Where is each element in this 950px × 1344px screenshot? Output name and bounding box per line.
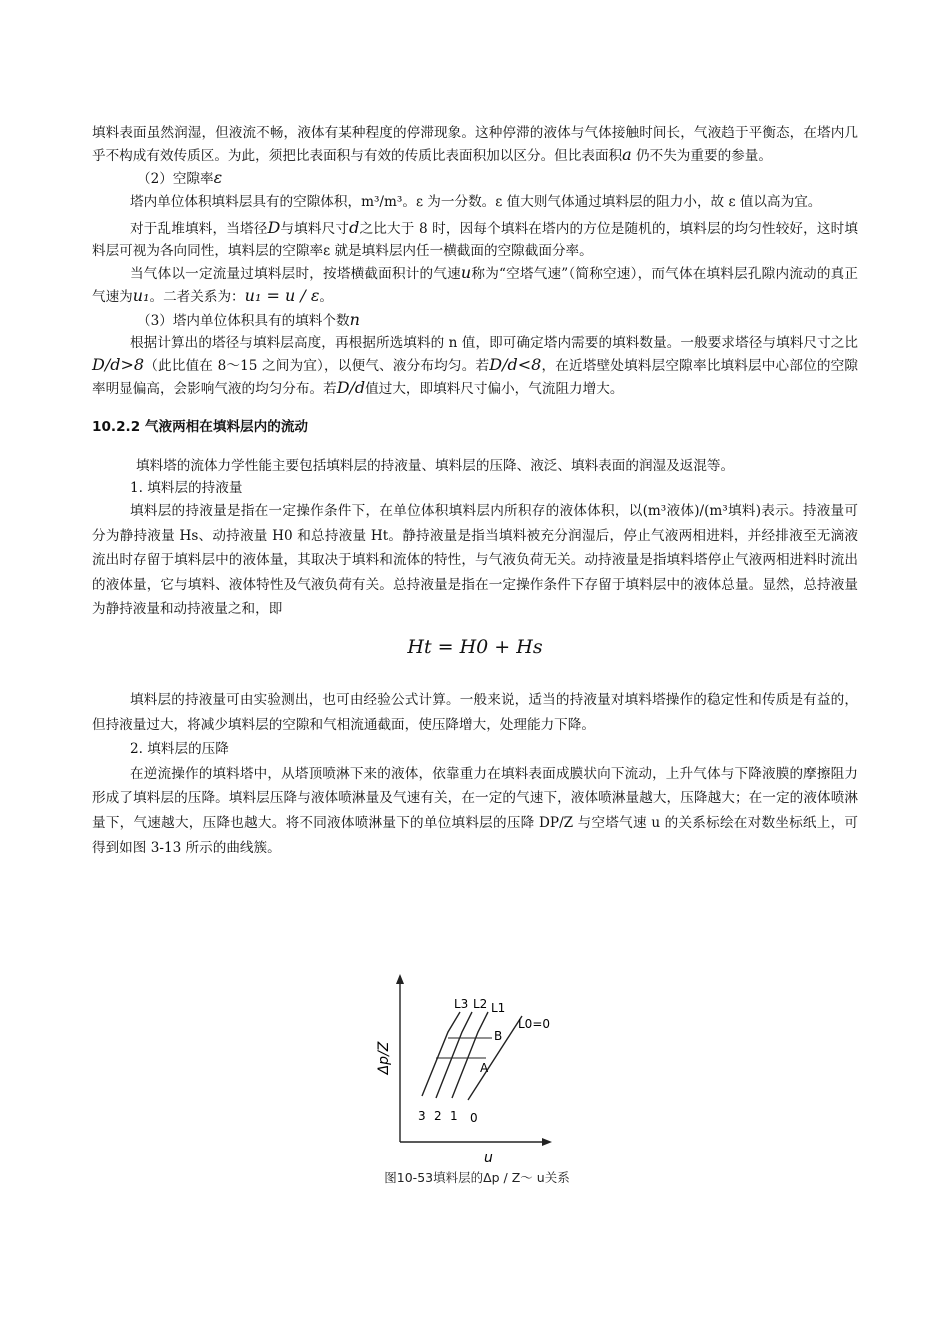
curve-l2 — [436, 1012, 472, 1098]
equation-total-holdup: Ht = H0 + Hs — [407, 636, 543, 659]
section-heading: 10.2.2 气液两相在填料层内的流动 — [92, 419, 309, 436]
paragraph-hydrodynamics: 填料塔的流体力学性能主要包括填料层的持液量、填料层的压降、液泛、填料表面的润湿及返混等。 — [136, 457, 735, 474]
paragraph-pressure-drop: 在逆流操作的填料塔中，从塔顶喷淋下来的液体，依靠重力在填料表面成膜状向下流动，上升气体与下降液膜的摩擦阻力形成了填料层的压降。填料层压降与液体喷淋量及气速有关，在一定的气速下，液体喷淋量越大，压降越大；在一定的液体喷淋量下，气速越大，压降也越大。将不同液体喷淋量下的单位填料层的压降 DP/Z 与空塔气速 u 的关系标绘在对数坐标纸上，可得到如图 3-13 所示的曲线簇。 — [92, 765, 858, 856]
bottom-label-3: 3 — [418, 1109, 426, 1123]
x-axis-arrow — [542, 1138, 552, 1146]
bottom-label-0: 0 — [470, 1111, 478, 1125]
figure-caption: 图10-53填料层的Δp / Z～ u关系 — [384, 1170, 570, 1185]
y-axis-label: Δp/Z — [376, 1041, 392, 1075]
paragraph-holdup-measurement: 填料层的持液量可由实验测出，也可由经验公式计算。一般来说，适当的持液量对填料塔操作的稳定性和传质是有益的，但持液量过大，将减少填料层的空隙和气相流通截面，使压降增大，处理能力下降。 — [92, 692, 858, 733]
curve-label-l2: L2 — [473, 997, 488, 1011]
x-axis-label: u — [484, 1150, 493, 1166]
point-b-label: B — [494, 1029, 503, 1043]
item-void-fraction-title: （2）空隙率ε — [137, 168, 223, 188]
paragraph-void-fraction: 塔内单位体积填料层具有的空隙体积，m³/m³。ε 为一分数。ε 值大则气体通过填料层的阻力小，故 ε 值以高为宜。 — [130, 193, 822, 210]
item-packing-count-title: （3）塔内单位体积具有的填料个数n — [137, 309, 360, 329]
curve-label-l1: L1 — [491, 1001, 506, 1015]
curve-label-l3: L3 — [454, 997, 469, 1011]
bottom-label-2: 2 — [434, 1109, 442, 1123]
figure-plot — [352, 972, 602, 1168]
figure-pressure-drop-curves — [352, 972, 602, 1196]
paragraph-random-packing: 对于乱堆填料，当塔径D与填料尺寸d之比大于 8 时，因每个填料在塔内的方位是随机的，填料层的均匀性较好，这时填料层可视为各向同性，填料层的空隙率ε 就是填料层内任一横截面的空隙截面分率。 — [92, 217, 859, 260]
paragraph-packing-count: 根据计算出的塔径与填料层高度，再根据所选填料的 n 值，即可确定塔内需要的填料数量。一般要求塔径与填料尺寸之比D/d>8（此比值在 8～15 之间为宜），以便气、液分布均匀。若D/d<8，在近塔壁处填料层空隙率比填料层中心部位的空隙率明显偏高，会影响气液的均匀分布。若D/d值过大，即填料尺寸偏小，气流阻力增大。 — [92, 334, 858, 398]
paragraph-gas-velocity: 当气体以一定流量过填料层时，按塔横截面积计的气速u称为“空塔气速”（简称空速），而气体在填料层孔隙内流动的真正气速为u₁。二者关系为：u₁ = u / ε。 — [92, 263, 858, 306]
point-a-label: A — [480, 1061, 489, 1075]
bottom-label-1: 1 — [450, 1109, 458, 1123]
paragraph-specific-area: 填料表面虽然润湿，但液流不畅，液体有某种程度的停滞现象。这种停滞的液体与气体接触时间长，气液趋于平衡态，在塔内几乎不构成有效传质区。为此，须把比表面积与有效的传质比表面积加以区分。但比表面积a 仍不失为重要的参量。 — [92, 125, 858, 165]
curve-l1 — [452, 1012, 488, 1098]
y-axis-arrow — [396, 974, 404, 984]
subheading-liquid-holdup: 1. 填料层的持液量 — [130, 479, 243, 496]
subheading-pressure-drop: 2. 填料层的压降 — [130, 741, 229, 758]
curve-label-l0: L0=0 — [518, 1017, 551, 1031]
document-body — [92, 122, 858, 860]
paragraph-liquid-holdup: 填料层的持液量是指在一定操作条件下，在单位体积填料层内所积存的液体体积，以(m³液体)/(m³填料)表示。持液量可分为静持液量 Hs、动持液量 H0 和总持液量 Ht。静持液量是指当填料被充分润湿后，停止气液两相进料，并经排液至无滴液流出时存留于填料层中的液体量，其取决于填料和流体的特性，与气液负荷无关。动持液量是指填料塔停止气液两相进料时流出的液体量，它与填料、液体特性及气液负荷有关。总持液量是指在一定操作条件下存留于填料层中的液体总量。显然，总持液量为静持液量和动持液量之和，即 — [92, 503, 858, 618]
